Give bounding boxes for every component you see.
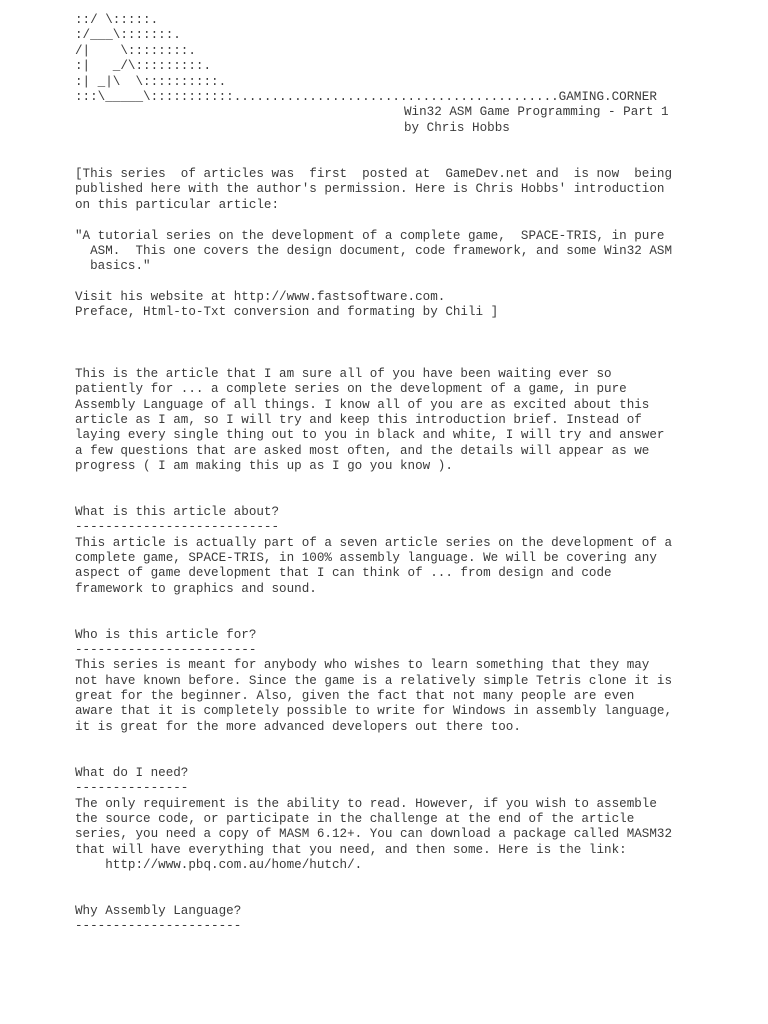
preface-line: [This series of articles was first posted at GameDev.net and is now being xyxy=(75,167,673,181)
intro-paragraph-line: laying every single thing out to you in black and white, I will try and answer xyxy=(75,428,665,442)
section-body-line: aware that it is completely possible to write for Windows in assembly language, xyxy=(75,704,673,718)
intro-paragraph-line: This is the article that I am sure all of you have been waiting ever so xyxy=(75,367,612,381)
ascii-banner-line: ::/ \:::::. xyxy=(75,13,159,27)
preface-quote-line: ASM. This one covers the design document, code framework, and some Win32 ASM xyxy=(75,244,673,258)
section-body-line: it is great for the more advanced developers out there too. xyxy=(75,720,521,734)
preface-line: published here with the author's permission. Here is Chris Hobbs' introduction xyxy=(75,182,665,196)
section-heading: What is this article about? xyxy=(75,505,280,519)
intro-paragraph-line: a few questions that are asked most often, and the details will appear as we xyxy=(75,444,650,458)
preface-visit-line: Visit his website at http://www.fastsoftware.com. xyxy=(75,290,446,304)
section-body-line: framework to graphics and sound. xyxy=(75,582,317,596)
ascii-banner-line: /| \::::::::. xyxy=(75,44,196,58)
section-body-line: not have known before. Since the game is a relatively simple Tetris clone it is xyxy=(75,674,673,688)
article-title: Win32 ASM Game Programming - Part 1 xyxy=(404,105,669,119)
section-body-line: complete game, SPACE-TRIS, in 100% assembly language. We will be covering any xyxy=(75,551,657,565)
section-heading: What do I need? xyxy=(75,766,189,780)
section-underline: --------------------------- xyxy=(75,520,280,534)
article-byline: by Chris Hobbs xyxy=(404,121,510,135)
intro-paragraph-line: patiently for ... a complete series on the development of a game, in pure xyxy=(75,382,627,396)
section-body-line: great for the beginner. Also, given the fact that not many people are even xyxy=(75,689,635,703)
section-body-line: aspect of game development that I can think of ... from design and code xyxy=(75,566,612,580)
section-body-link[interactable]: http://www.pbq.com.au/home/hutch/. xyxy=(75,858,363,872)
section-heading: Why Assembly Language? xyxy=(75,904,242,918)
ascii-banner-line: :/___\:::::::. xyxy=(75,28,181,42)
section-body-line: series, you need a copy of MASM 6.12+. You can download a package called MASM32 xyxy=(75,827,673,841)
section-underline: ---------------------- xyxy=(75,919,242,933)
preface-visit-line: Preface, Html-to-Txt conversion and formating by Chili ] xyxy=(75,305,499,319)
ascii-banner-line: :| _|\ \::::::::::. xyxy=(75,75,227,89)
section-heading: Who is this article for? xyxy=(75,628,257,642)
section-body-line: that will have everything that you need, and then some. Here is the link: xyxy=(75,843,627,857)
preface-quote-line: "A tutorial series on the development of a complete game, SPACE-TRIS, in pure xyxy=(75,229,665,243)
section-underline: ------------------------ xyxy=(75,643,257,657)
intro-paragraph-line: progress ( I am making this up as I go you know ). xyxy=(75,459,453,473)
preface-line: on this particular article: xyxy=(75,198,280,212)
intro-paragraph-line: Assembly Language of all things. I know all of you are as excited about this xyxy=(75,398,650,412)
ascii-banner-line: :::\_____\:::::::::::...........................................GAMING.CORNER xyxy=(75,90,657,104)
section-body-line: This article is actually part of a seven article series on the development of a xyxy=(75,536,673,550)
ascii-banner-line: :| _/\:::::::::. xyxy=(75,59,212,73)
section-body-line: The only requirement is the ability to read. However, if you wish to assemble xyxy=(75,797,657,811)
section-underline: --------------- xyxy=(75,781,189,795)
section-body-line: the source code, or participate in the challenge at the end of the article xyxy=(75,812,635,826)
section-body-line: This series is meant for anybody who wishes to learn something that they may xyxy=(75,658,650,672)
intro-paragraph-line: article as I am, so I will try and keep this introduction brief. Instead of xyxy=(75,413,642,427)
preface-quote-line: basics." xyxy=(75,259,151,273)
